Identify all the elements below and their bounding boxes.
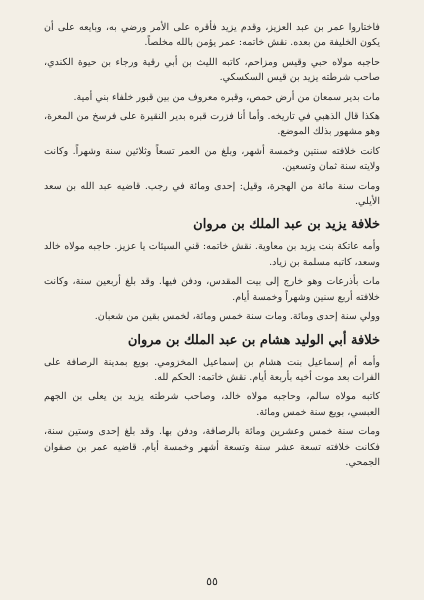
paragraph: وأمه عاتكة بنت يزيد بن معاوية. نقش خاتمه: قني السيئات يا عزيز. حاجبه مولاه خالد وسعد، كاتبه مسلمة بن زياد. [44, 241, 380, 268]
paragraph: ومات سنة خمس وعشرين ومائة بالرصافة، ودفن بها. وقد بلغ إحدى وستين سنة، فكانت خلافته تسعة عشر سنة وتسعة أشهر وخمسة أيام. قاضيه عمر بن صفوان الجمحي. [44, 426, 380, 468]
page-number: ٥٥ [206, 575, 218, 588]
paragraph: فاختاروا عمر بن عبد العزيز، وقدم يزيد فأقره على الأمر ورضي به، وبايعه على أن يكون الخليفة من بعده. نقش خاتمه: عمر يؤمن بالله مخلصاً. [44, 22, 380, 49]
paragraph: هكذا قال الذهبي في تاريخه. وأما أنا فزرت قبره بدير النقيرة على فرسخ من المعرة، وهو مشهور بذلك الموضع. [44, 111, 380, 138]
paragraph: حاجبه مولاه حبي وقيس ومزاحم، كاتبه الليث بن أبي رقية ورجاء بن حيوة الكندي، صاحب شرطته يزيد بن قيس السكسكي. [44, 56, 380, 84]
paragraph: كاتبه مولاه سالم، وحاجبه مولاه خالد، وصاحب شرطته يزيد بن يعلى بن الجهم العبسي، بويع سنة خمس ومائة. [44, 391, 380, 418]
paragraph: مات بدير سمعان من أرض حمص، وقبره معروف من بين قبور خلفاء بني أمية. [73, 91, 380, 103]
section-heading-hisham: خلافة أبي الوليد هشام بن عبد الملك بن مروان [127, 332, 380, 348]
paragraph: وولي سنة إحدى ومائة. ومات سنة خمس ومائة، لخمس بقين من شعبان. [94, 311, 380, 323]
paragraph: كانت خلافته سنتين وخمسة أشهر، وبلغ من العمر تسعاً وثلاثين سنة وشهراً. وكانت ولايته سنة ثمان وتسعين. [44, 145, 380, 173]
section-heading-yazid: خلافة يزيد بن عبد الملك بن مروان [193, 217, 380, 233]
paragraph: ومات سنة مائة من الهجرة، وقيل: إحدى ومائة في رجب. قاضيه عبد الله بن سعد الأيلي. [44, 180, 380, 208]
paragraph: وأمه أم إسماعيل بنت هشام بن إسماعيل المخزومي. بويع بمدينة الرصافة على الفرات بعد موت أخيه بأربعة أيام. نقش خاتمه: الحكم لله. [44, 356, 380, 383]
paragraph: مات بأذرعات وهو خارج إلى بيت المقدس، ودفن فيها. وقد بلغ أربعين سنة، وكانت خلافته أربع سنين وشهراً وخمسة أيام. [44, 276, 380, 303]
